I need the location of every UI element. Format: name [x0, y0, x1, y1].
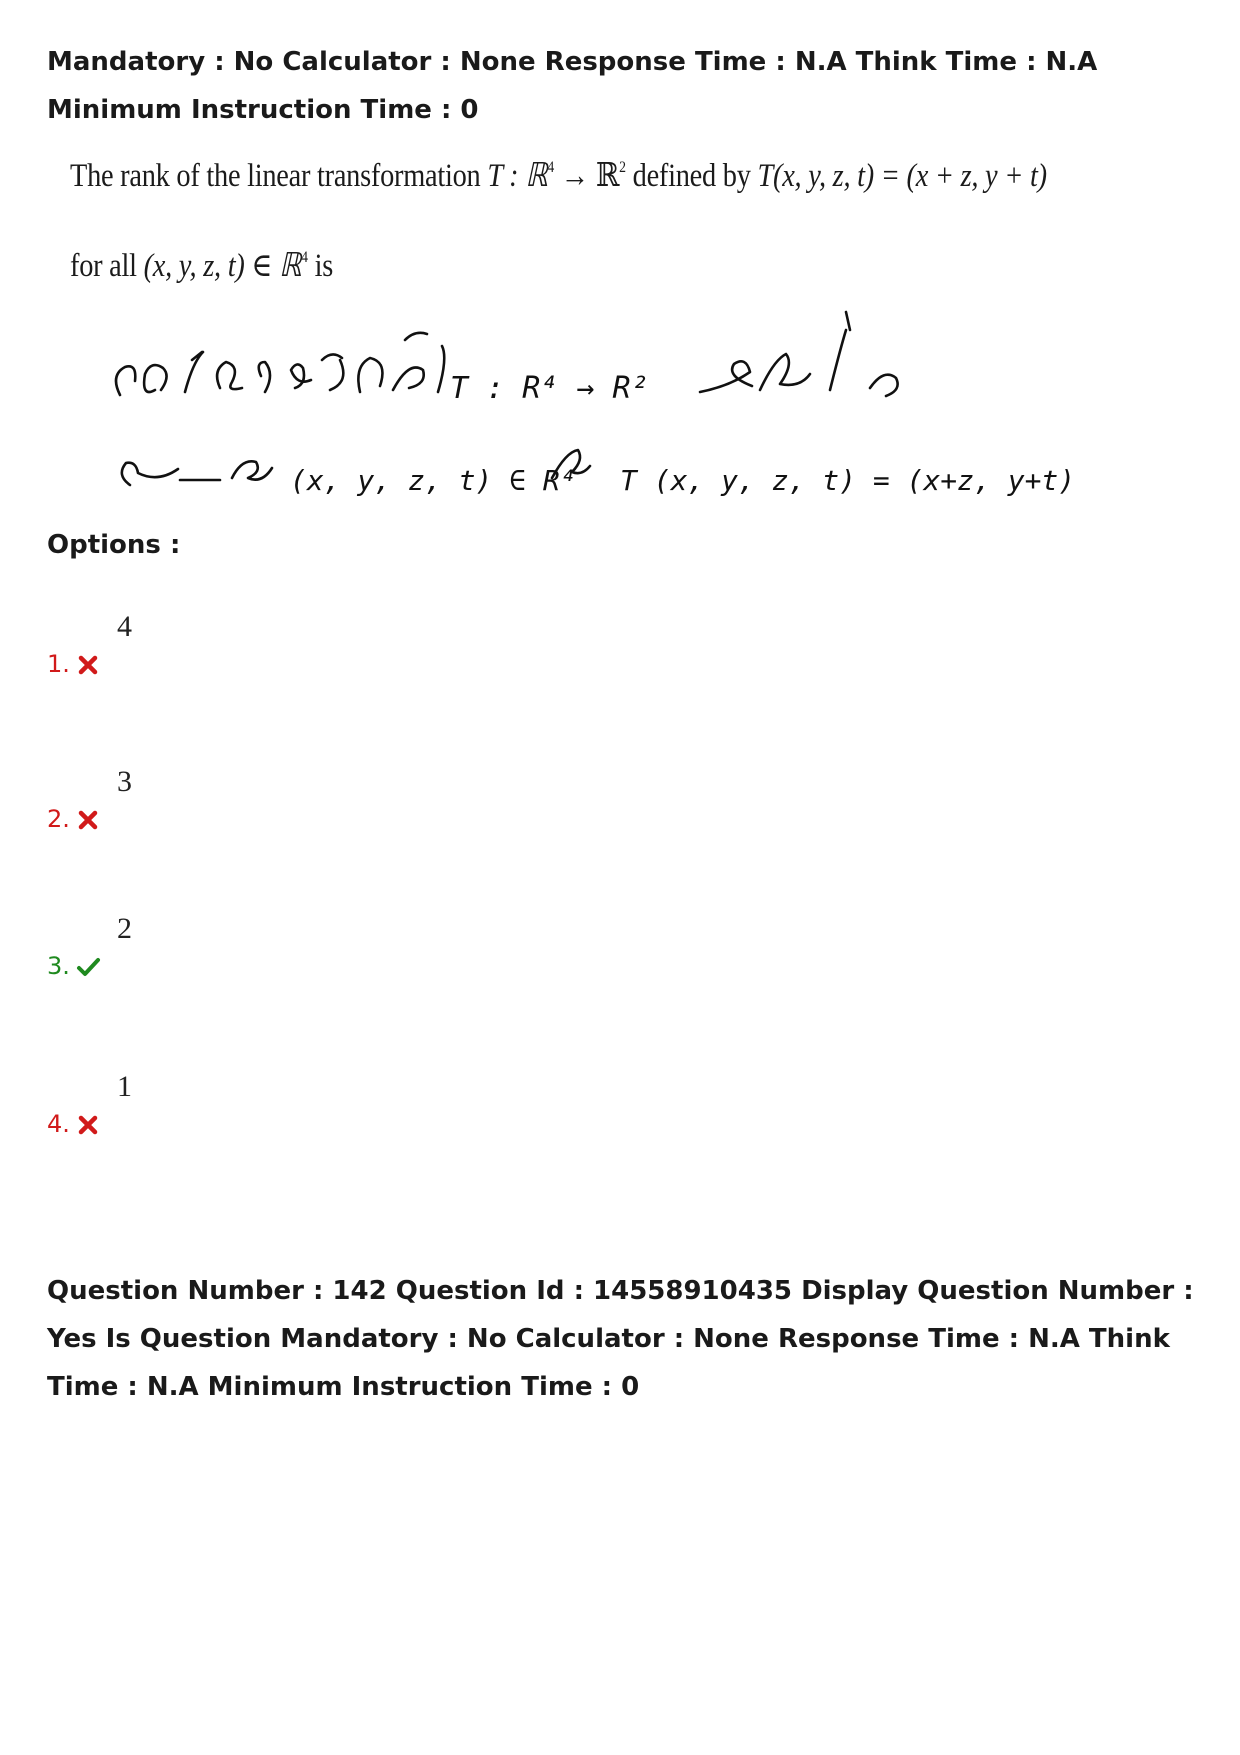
- script-stroke: [232, 461, 272, 479]
- script-stroke: [217, 362, 242, 389]
- script-stroke: [122, 463, 178, 485]
- script-stroke: [322, 354, 343, 390]
- option-number: 2.: [47, 805, 70, 833]
- handwritten-formula: T (x, y, z, t) = (x+z, y+t): [620, 464, 1076, 497]
- tuple-dimension: 4: [301, 249, 308, 266]
- for-all-text: for all: [70, 248, 144, 284]
- script-stroke: [438, 346, 444, 392]
- option-number: 3.: [47, 952, 70, 980]
- question-prefix: The rank of the linear transformation: [70, 158, 488, 194]
- question-text-line-2: [70, 245, 333, 285]
- script-stroke: [144, 365, 166, 392]
- cross-icon: [77, 1114, 99, 1136]
- option-1[interactable]: [47, 610, 347, 720]
- domain-tuple: (x, y, z, t) ∈ ℝ: [143, 248, 302, 284]
- option-4[interactable]: [47, 1070, 347, 1180]
- cross-icon: [77, 809, 99, 831]
- option-2[interactable]: [47, 765, 347, 875]
- defined-by: defined by: [625, 158, 758, 194]
- option-number: 1.: [47, 650, 70, 678]
- question-meta-bottom: Question Number : 142 Question Id : 14558910435 Display Question Number : Yes Is Question Mandatory : No Calculator : None Response Time : N.A Think Time : N.A Minimum Instruction Time : 0: [47, 1276, 1194, 1402]
- script-stroke: [291, 364, 311, 388]
- transformation-formula: T(x, y, z, t) = (x + z, y + t): [757, 158, 1047, 194]
- option-value: 3: [117, 765, 132, 798]
- domain-dimension: 4: [547, 159, 555, 176]
- script-stroke: [185, 352, 203, 392]
- script-stroke: [259, 362, 270, 392]
- option-value: 4: [117, 610, 132, 643]
- script-stroke: [760, 354, 810, 390]
- checkmark-icon: [77, 956, 99, 978]
- option-value: 2: [117, 912, 132, 945]
- script-stroke: [116, 366, 135, 395]
- script-stroke: [830, 312, 850, 390]
- question-figure: [60, 145, 1076, 515]
- option-value: 1: [117, 1070, 132, 1103]
- options-label: Options :: [47, 530, 181, 560]
- question-meta-top: Mandatory : No Calculator : None Response Time : N.A Think Time : N.A Minimum Instruction Time : 0: [47, 47, 1098, 125]
- is-text: is: [307, 248, 334, 284]
- map-arrow: → ℝ: [554, 158, 620, 194]
- script-stroke: [393, 333, 427, 390]
- codomain-dimension: 2: [619, 159, 626, 176]
- handwritten-translation: [60, 300, 1076, 510]
- map-domain: T : ℝ: [487, 158, 548, 194]
- cross-icon: [77, 654, 99, 676]
- script-stroke: [870, 375, 898, 396]
- script-stroke: [358, 358, 382, 392]
- handwritten-map: T : R⁴ → R²: [450, 371, 649, 406]
- script-stroke: [700, 361, 752, 392]
- handwritten-domain: (x, y, z, t) ∈ R⁴: [290, 464, 577, 497]
- option-number: 4.: [47, 1110, 70, 1138]
- question-text-line-1: [70, 155, 1047, 195]
- option-3[interactable]: [47, 912, 347, 1022]
